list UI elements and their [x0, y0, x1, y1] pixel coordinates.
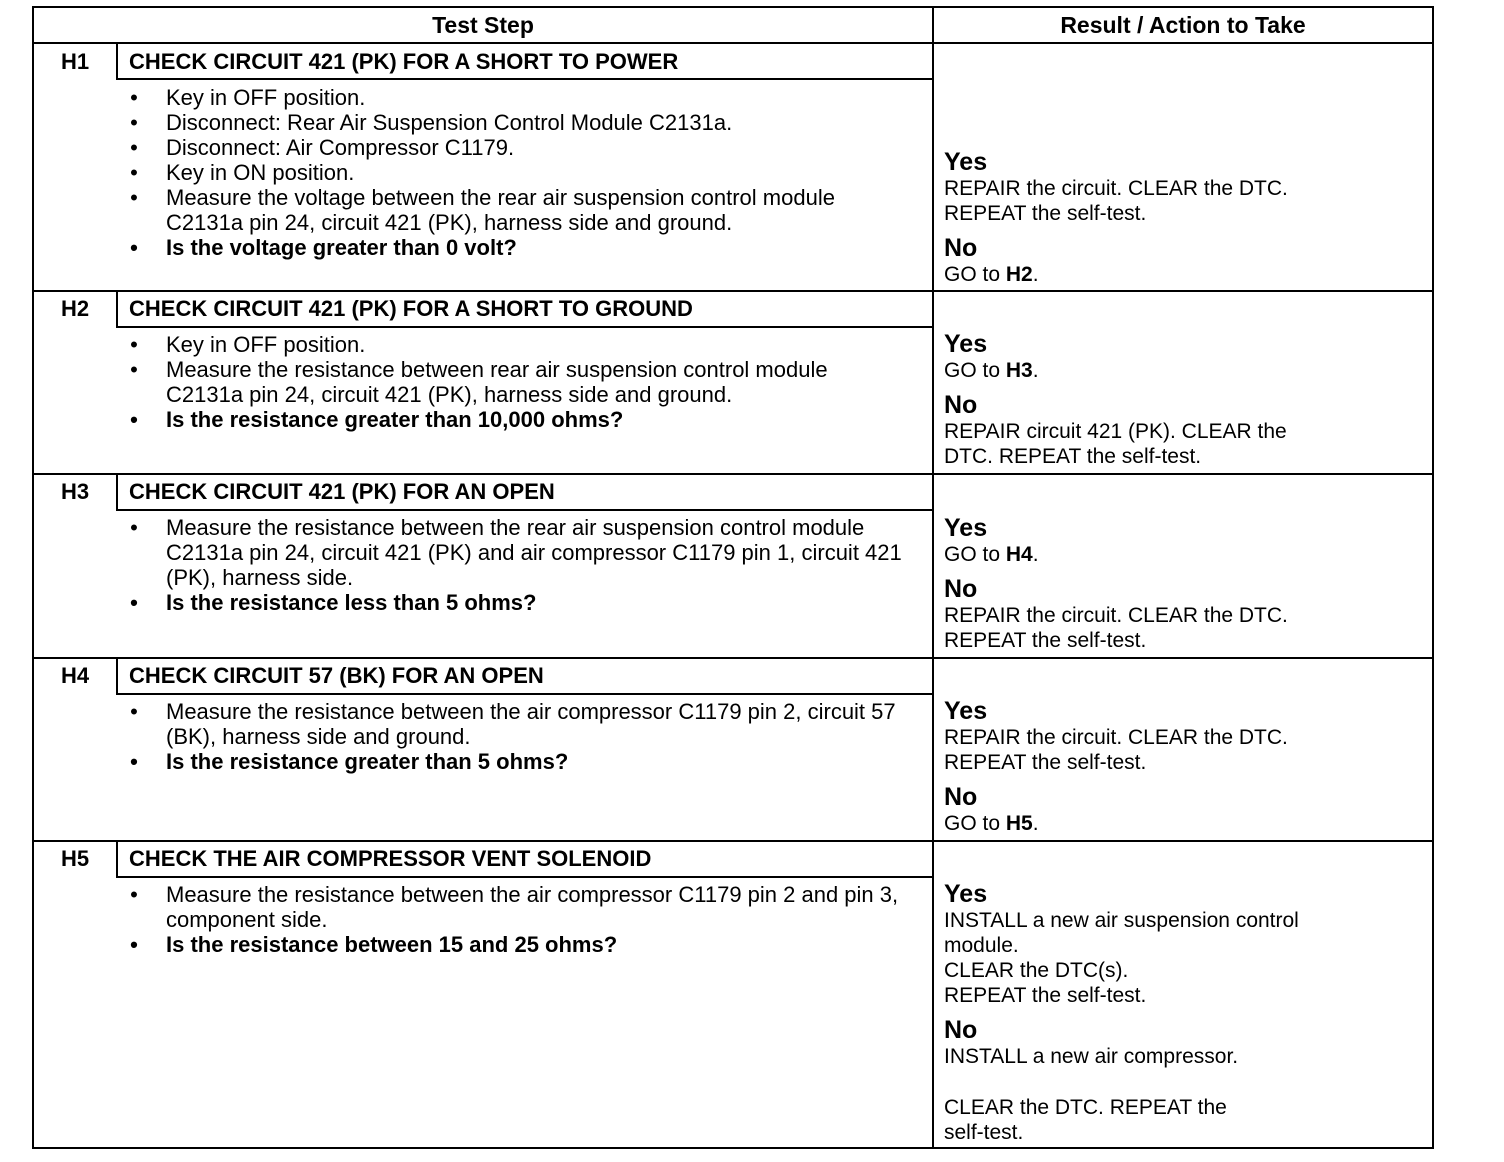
list-item: • Disconnect: Air Compressor C1179.	[130, 135, 515, 160]
list-item: • Key in OFF position.	[130, 332, 366, 357]
yes-label: Yes	[944, 880, 988, 908]
step-ref: H3	[1005, 359, 1033, 382]
result-text: REPEAT the self-test.	[944, 629, 1147, 652]
step-result	[944, 880, 1424, 1145]
result-text: module.	[944, 934, 1019, 957]
result-text: REPAIR the circuit. CLEAR the DTC.	[944, 604, 1288, 627]
divider	[932, 8, 934, 1147]
result-text: DTC. REPEAT the self-test.	[944, 445, 1202, 468]
result-text: INSTALL a new air suspension control	[944, 909, 1299, 932]
result-text: self-test.	[944, 1121, 1024, 1144]
divider	[116, 842, 118, 878]
result-text: CLEAR the DTC(s).	[944, 959, 1129, 982]
divider	[116, 659, 118, 695]
list-item: • Key in OFF position.	[130, 85, 366, 110]
step-ref: H4	[1005, 543, 1033, 566]
list-item: • Measure the resistance between the air compressor C1179 pin 2, circuit 57 (BK), harness side and ground.	[130, 699, 896, 749]
divider	[34, 42, 1432, 44]
list-item-question: • Is the resistance greater than 10,000 ohms?	[130, 407, 624, 432]
list-item: • Measure the resistance between the air compressor C1179 pin 2 and pin 3, component side.	[130, 882, 899, 932]
divider	[116, 509, 934, 511]
list-item: • Measure the resistance between the rear air suspension control module C2131a pin 24, circuit 421 (PK) and air compressor C1179 pin 1, circuit 421 (PK), harness side.	[130, 515, 902, 590]
result-text: REPAIR the circuit. CLEAR the DTC.	[944, 177, 1288, 200]
divider	[116, 693, 934, 695]
step-result	[944, 697, 1424, 836]
divider	[116, 292, 118, 328]
step-items	[126, 882, 926, 957]
list-item: • Key in ON position.	[130, 160, 355, 185]
step-title: CHECK CIRCUIT 421 (PK) FOR A SHORT TO POWER	[129, 49, 679, 74]
list-item-question: • Is the resistance between 15 and 25 ohms?	[130, 932, 618, 957]
no-label: No	[944, 575, 978, 603]
no-label: No	[944, 391, 978, 419]
step-title: CHECK CIRCUIT 57 (BK) FOR AN OPEN	[129, 663, 544, 688]
step-items	[126, 515, 926, 615]
result-text: GO to H5.	[944, 812, 1039, 835]
list-item-question: • Is the resistance less than 5 ohms?	[130, 590, 537, 615]
step-id: H5	[60, 846, 90, 871]
result-text: REPEAT the self-test.	[944, 984, 1147, 1007]
step-id: H4	[60, 663, 90, 688]
yes-label: Yes	[944, 697, 988, 725]
divider	[116, 475, 118, 511]
step-title: CHECK CIRCUIT 421 (PK) FOR A SHORT TO GROUND	[129, 296, 693, 321]
result-text: REPAIR the circuit. CLEAR the DTC.	[944, 726, 1288, 749]
step-result	[944, 330, 1424, 469]
step-ref: H2	[1005, 263, 1033, 286]
divider	[34, 840, 1432, 842]
list-item: • Measure the voltage between the rear air suspension control module C2131a pin 24, circuit 421 (PK), harness side and ground.	[130, 185, 835, 235]
divider	[34, 473, 1432, 475]
step-id: H2	[60, 296, 90, 321]
result-text: INSTALL a new air compressor.	[944, 1045, 1239, 1068]
no-label: No	[944, 234, 978, 262]
step-id: H3	[60, 479, 90, 504]
yes-label: Yes	[944, 148, 988, 176]
divider	[116, 326, 934, 328]
list-item-question: • Is the resistance greater than 5 ohms?	[130, 749, 569, 774]
divider	[116, 876, 934, 878]
divider	[116, 44, 118, 80]
divider	[34, 657, 1432, 659]
divider	[116, 78, 934, 80]
header-result: Result / Action to Take	[1060, 12, 1306, 38]
step-title: CHECK THE AIR COMPRESSOR VENT SOLENOID	[129, 846, 652, 871]
no-label: No	[944, 1016, 978, 1044]
step-items	[126, 85, 926, 260]
step-items	[126, 699, 926, 774]
result-text: REPEAT the self-test.	[944, 751, 1147, 774]
list-item-question: • Is the voltage greater than 0 volt?	[130, 235, 517, 260]
yes-label: Yes	[944, 514, 988, 542]
step-result	[944, 514, 1424, 653]
test-table	[32, 6, 1434, 1149]
list-item: • Measure the resistance between rear air suspension control module C2131a pin 24, circuit 421 (PK), harness side and ground.	[130, 357, 828, 407]
step-result	[944, 148, 1424, 287]
no-label: No	[944, 783, 978, 811]
step-items	[126, 332, 926, 432]
list-item: • Disconnect: Rear Air Suspension Control Module C2131a.	[130, 110, 733, 135]
result-text: REPAIR circuit 421 (PK). CLEAR the	[944, 420, 1287, 443]
header-test-step: Test Step	[432, 12, 534, 38]
step-ref: H5	[1005, 812, 1033, 835]
step-id: H1	[60, 49, 90, 74]
result-text: GO to H3.	[944, 359, 1039, 382]
result-text: GO to H2.	[944, 263, 1039, 286]
result-text: GO to H4.	[944, 543, 1039, 566]
result-text: CLEAR the DTC. REPEAT the	[944, 1096, 1227, 1119]
result-text: REPEAT the self-test.	[944, 202, 1147, 225]
step-title: CHECK CIRCUIT 421 (PK) FOR AN OPEN	[129, 479, 555, 504]
yes-label: Yes	[944, 330, 988, 358]
divider	[34, 290, 1432, 292]
